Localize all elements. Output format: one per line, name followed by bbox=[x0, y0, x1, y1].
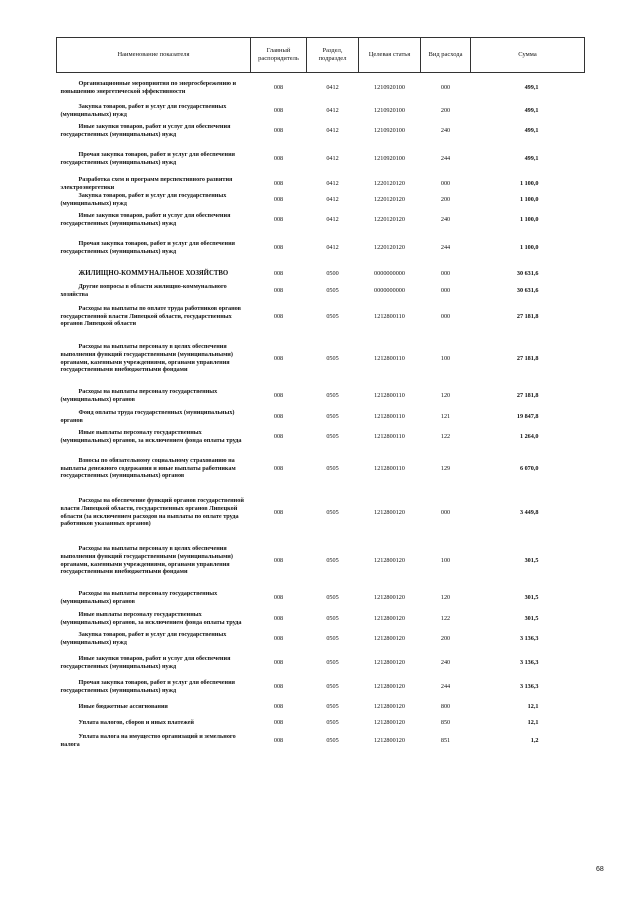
row-expense-type: 129 bbox=[440, 464, 451, 472]
row-expense-type: 000 bbox=[440, 508, 451, 516]
row-section: 0505 bbox=[326, 432, 339, 440]
row-chief-manager: 008 bbox=[273, 556, 284, 564]
row-indicator-name bbox=[57, 425, 251, 449]
row-amount: 27 181,8 bbox=[516, 354, 539, 362]
row-expense-type: 244 bbox=[440, 155, 451, 163]
row-indicator-text: Уплата налогов, сборов и иных платежей bbox=[78, 718, 194, 726]
row-section: 0500 bbox=[326, 269, 339, 277]
row-expense-type: 200 bbox=[440, 195, 451, 203]
row-indicator-name bbox=[57, 283, 251, 299]
row-indicator-name bbox=[57, 611, 251, 627]
row-chief-manager: 008 bbox=[273, 126, 284, 134]
row-indicator-text: Прочая закупка товаров, работ и услуг для обеспечения государственных (муниципальных) нужд bbox=[60, 151, 236, 166]
row-expense-type: 240 bbox=[440, 126, 451, 134]
row-section: 0505 bbox=[326, 634, 339, 642]
table-row bbox=[57, 611, 585, 627]
table-row bbox=[57, 283, 585, 299]
row-indicator-name bbox=[57, 383, 251, 409]
row-amount: 30 631,6 bbox=[516, 286, 539, 294]
row-amount: 1 264,0 bbox=[519, 432, 539, 440]
row-chief-manager: 008 bbox=[273, 391, 284, 399]
row-chief-manager: 008 bbox=[273, 312, 284, 320]
row-target-item: 1212800110 bbox=[374, 354, 405, 362]
table-row bbox=[57, 409, 585, 425]
row-chief-manager: 008 bbox=[273, 508, 284, 516]
row-section: 0505 bbox=[326, 312, 339, 320]
row-chief-manager: 008 bbox=[273, 269, 284, 277]
row-indicator-text: Расходы на выплаты по оплате труда работников органов государственной власти Липецкой области, государственных органов Липецкой области bbox=[60, 305, 241, 328]
row-chief-manager: 008 bbox=[273, 614, 284, 622]
row-target-item: 1212800120 bbox=[374, 556, 405, 564]
budget-table-sheet bbox=[56, 37, 584, 751]
row-indicator-name bbox=[57, 265, 251, 283]
row-amount: 1 100,0 bbox=[519, 244, 539, 252]
row-section: 0505 bbox=[326, 556, 339, 564]
row-indicator-name bbox=[57, 449, 251, 489]
row-expense-type: 000 bbox=[440, 83, 451, 91]
row-amount: 301,5 bbox=[524, 556, 539, 564]
row-amount: 301,5 bbox=[524, 593, 539, 601]
row-expense-type: 851 bbox=[440, 736, 451, 744]
row-amount: 3 136,3 bbox=[519, 682, 539, 690]
row-indicator-text: Взносы по обязательному социальному страхованию на выплаты денежного содержания и иные выплаты работникам государственных (муниципальных) органов bbox=[60, 457, 236, 480]
row-indicator-text: Другие вопросы в области жилищно-коммунального хозяйства bbox=[60, 282, 227, 298]
row-chief-manager: 008 bbox=[273, 354, 284, 362]
table-body bbox=[57, 73, 585, 751]
row-expense-type: 850 bbox=[440, 718, 451, 726]
row-target-item: 1212800120 bbox=[374, 718, 405, 726]
row-amount: 3 449,8 bbox=[519, 508, 539, 516]
row-indicator-text: Расходы на выплаты персоналу государственных (муниципальных) органов bbox=[60, 387, 218, 403]
row-indicator-text: Уплата налога на имущество организаций и земельного налога bbox=[60, 732, 236, 748]
row-indicator-name bbox=[57, 651, 251, 675]
row-target-item: 1212800120 bbox=[374, 614, 405, 622]
row-target-item: 1212800120 bbox=[374, 702, 405, 710]
row-expense-type: 200 bbox=[440, 106, 451, 114]
row-indicator-name bbox=[57, 143, 251, 176]
row-chief-manager: 008 bbox=[273, 702, 284, 710]
row-indicator-name bbox=[57, 537, 251, 585]
row-chief-manager: 008 bbox=[273, 286, 284, 294]
row-section: 0505 bbox=[326, 614, 339, 622]
row-amount: 12,1 bbox=[527, 702, 539, 710]
row-indicator-text: Фонд оплаты труда государственных (муниципальных) органов bbox=[60, 408, 235, 424]
row-indicator-name bbox=[57, 192, 251, 208]
row-section: 0505 bbox=[326, 682, 339, 690]
row-amount: 19 847,8 bbox=[516, 412, 539, 420]
header-section: Раздел, подраздел bbox=[307, 38, 359, 73]
row-target-item: 1210920100 bbox=[374, 155, 405, 163]
header-indicator-name: Наименование показателя bbox=[57, 38, 251, 73]
row-chief-manager: 008 bbox=[273, 682, 284, 690]
row-indicator-name bbox=[57, 489, 251, 537]
row-indicator-text: Иные выплаты персоналу государственных (муниципальных) органов, за исключением фонда оплаты труда bbox=[60, 610, 242, 626]
row-target-item: 1212800120 bbox=[374, 508, 405, 516]
row-section: 0412 bbox=[326, 195, 339, 203]
row-indicator-text: Иные бюджетные ассигнования bbox=[78, 702, 168, 710]
row-section: 0412 bbox=[326, 215, 339, 223]
row-indicator-text: Иные выплаты персоналу государственных (муниципальных) органов, за исключением фонда оплаты труда bbox=[60, 428, 242, 444]
row-target-item: 1210920100 bbox=[374, 106, 405, 114]
row-section: 0505 bbox=[326, 391, 339, 399]
page-number: 68 bbox=[596, 866, 604, 873]
row-target-item: 1210920100 bbox=[374, 126, 405, 134]
row-indicator-text: Прочая закупка товаров, работ и услуг для обеспечения государственных (муниципальных) нужд bbox=[60, 678, 236, 694]
row-amount: 6 070,0 bbox=[519, 464, 539, 472]
row-target-item: 1212800110 bbox=[374, 391, 405, 399]
row-amount: 3 136,3 bbox=[519, 634, 539, 642]
row-section: 0412 bbox=[326, 83, 339, 91]
row-section: 0412 bbox=[326, 244, 339, 252]
row-chief-manager: 008 bbox=[273, 179, 284, 187]
row-target-item: 1212800110 bbox=[374, 464, 405, 472]
row-indicator-text: Организационные мероприятия по энергосбережению и повышению энергетической эффективности bbox=[60, 80, 237, 95]
row-expense-type: 120 bbox=[440, 593, 451, 601]
row-chief-manager: 008 bbox=[273, 432, 284, 440]
row-chief-manager: 008 bbox=[273, 215, 284, 223]
row-indicator-name bbox=[57, 699, 251, 715]
row-section: 0412 bbox=[326, 106, 339, 114]
row-expense-type: 240 bbox=[440, 215, 451, 223]
row-chief-manager: 008 bbox=[273, 195, 284, 203]
row-indicator-name bbox=[57, 409, 251, 425]
row-indicator-text: Иные закупки товаров, работ и услуг для обеспечения государственных (муниципальных) нужд bbox=[60, 211, 231, 227]
row-section: 0505 bbox=[326, 702, 339, 710]
row-indicator-text: Прочая закупка товаров, работ и услуг для обеспечения государственных (муниципальных) нужд bbox=[60, 240, 236, 255]
row-indicator-text: Расходы на выплаты персоналу в целях обеспечения выполнения функций государственными (муниципальными) органами, казенными учреждениями, органами управления государственными внебюджетными фондами bbox=[60, 343, 233, 374]
table-row bbox=[57, 335, 585, 383]
row-expense-type: 122 bbox=[440, 614, 451, 622]
row-amount: 1 100,0 bbox=[519, 215, 539, 223]
table-row bbox=[57, 299, 585, 335]
row-amount: 499,1 bbox=[524, 126, 539, 134]
row-amount: 499,1 bbox=[524, 83, 539, 91]
row-indicator-name bbox=[57, 208, 251, 232]
row-target-item: 1210920100 bbox=[374, 83, 405, 91]
row-chief-manager: 008 bbox=[273, 106, 284, 114]
row-indicator-text: Иные закупки товаров, работ и услуг для обеспечения государственных (муниципальных) нужд bbox=[60, 122, 231, 138]
table-row bbox=[57, 715, 585, 731]
row-target-item: 1212800120 bbox=[374, 634, 405, 642]
row-indicator-name bbox=[57, 232, 251, 265]
row-indicator-text: Закупка товаров, работ и услуг для государственных (муниципальных) нужд bbox=[60, 191, 227, 207]
table-row bbox=[57, 176, 585, 192]
row-target-item: 0000000000 bbox=[374, 286, 405, 294]
row-indicator-text: Иные закупки товаров, работ и услуг для обеспечения государственных (муниципальных) нужд bbox=[60, 654, 231, 670]
row-section: 0505 bbox=[326, 412, 339, 420]
row-amount: 27 181,8 bbox=[516, 312, 539, 320]
row-target-item: 1212800120 bbox=[374, 736, 405, 744]
row-chief-manager: 008 bbox=[273, 244, 284, 252]
table-row bbox=[57, 449, 585, 489]
table-header-row bbox=[57, 38, 585, 73]
row-target-item: 1212800120 bbox=[374, 593, 405, 601]
row-section: 0412 bbox=[326, 155, 339, 163]
table-row bbox=[57, 651, 585, 675]
header-amount: Сумма bbox=[471, 38, 585, 73]
row-section: 0505 bbox=[326, 464, 339, 472]
table-row bbox=[57, 537, 585, 585]
table-row bbox=[57, 103, 585, 119]
row-expense-type: 122 bbox=[440, 432, 451, 440]
header-expense-type: Вид расхода bbox=[421, 38, 471, 73]
row-chief-manager: 008 bbox=[273, 634, 284, 642]
row-target-item: 1220120120 bbox=[374, 244, 405, 252]
row-amount: 1 100,0 bbox=[519, 179, 539, 187]
table-row bbox=[57, 192, 585, 208]
row-expense-type: 000 bbox=[440, 179, 451, 187]
row-target-item: 0000000000 bbox=[374, 269, 405, 277]
row-indicator-name bbox=[57, 73, 251, 103]
row-amount: 12,1 bbox=[527, 718, 539, 726]
row-section: 0412 bbox=[326, 126, 339, 134]
row-section: 0412 bbox=[326, 179, 339, 187]
row-expense-type: 244 bbox=[440, 682, 451, 690]
row-expense-type: 000 bbox=[440, 312, 451, 320]
row-expense-type: 000 bbox=[440, 286, 451, 294]
row-indicator-name bbox=[57, 585, 251, 611]
row-indicator-name bbox=[57, 731, 251, 751]
row-chief-manager: 008 bbox=[273, 412, 284, 420]
row-section: 0505 bbox=[326, 593, 339, 601]
row-indicator-text: ЖИЛИЩНО-КОММУНАЛЬНОЕ ХОЗЯЙСТВО bbox=[78, 269, 229, 277]
row-indicator-name bbox=[57, 715, 251, 731]
row-indicator-text: Разработка схем и программ перспективного развития электроэнергетики bbox=[60, 175, 233, 191]
row-expense-type: 800 bbox=[440, 702, 451, 710]
row-indicator-text: Закупка товаров, работ и услуг для государственных (муниципальных) нужд bbox=[60, 102, 227, 118]
table-row bbox=[57, 265, 585, 283]
row-section: 0505 bbox=[326, 508, 339, 516]
row-amount: 30 631,6 bbox=[516, 269, 539, 277]
row-target-item: 1220120120 bbox=[374, 215, 405, 223]
row-target-item: 1212800120 bbox=[374, 682, 405, 690]
budget-table bbox=[56, 37, 585, 751]
row-indicator-name bbox=[57, 627, 251, 651]
row-amount: 499,1 bbox=[524, 106, 539, 114]
row-indicator-name bbox=[57, 299, 251, 335]
row-section: 0505 bbox=[326, 658, 339, 666]
row-expense-type: 000 bbox=[440, 269, 451, 277]
row-expense-type: 200 bbox=[440, 634, 451, 642]
row-expense-type: 100 bbox=[440, 354, 451, 362]
row-indicator-name bbox=[57, 176, 251, 192]
row-chief-manager: 008 bbox=[273, 736, 284, 744]
row-chief-manager: 008 bbox=[273, 658, 284, 666]
header-target-item: Целевая статья bbox=[359, 38, 421, 73]
row-section: 0505 bbox=[326, 736, 339, 744]
table-row bbox=[57, 143, 585, 176]
table-row bbox=[57, 425, 585, 449]
table-row bbox=[57, 675, 585, 699]
row-chief-manager: 008 bbox=[273, 155, 284, 163]
row-indicator-name bbox=[57, 103, 251, 119]
row-amount: 1 100,0 bbox=[519, 195, 539, 203]
table-row bbox=[57, 627, 585, 651]
row-amount: 3 136,3 bbox=[519, 658, 539, 666]
table-row bbox=[57, 489, 585, 537]
row-target-item: 1212800110 bbox=[374, 412, 405, 420]
row-amount: 1,2 bbox=[530, 736, 539, 744]
row-amount: 27 181,8 bbox=[516, 391, 539, 399]
row-section: 0505 bbox=[326, 286, 339, 294]
row-chief-manager: 008 bbox=[273, 593, 284, 601]
row-target-item: 1220120120 bbox=[374, 179, 405, 187]
row-target-item: 1212800110 bbox=[374, 312, 405, 320]
table-row bbox=[57, 699, 585, 715]
row-amount: 499,1 bbox=[524, 155, 539, 163]
table-row bbox=[57, 383, 585, 409]
table-row bbox=[57, 232, 585, 265]
row-expense-type: 240 bbox=[440, 658, 451, 666]
table-row bbox=[57, 585, 585, 611]
row-target-item: 1220120120 bbox=[374, 195, 405, 203]
row-chief-manager: 008 bbox=[273, 83, 284, 91]
row-indicator-name bbox=[57, 119, 251, 143]
row-expense-type: 120 bbox=[440, 391, 451, 399]
row-indicator-text: Расходы на выплаты персоналу в целях обеспечения выполнения функций государственными (муниципальными) органами, казенными учреждениями, органами управления государственными внебюджетными фондами bbox=[60, 545, 233, 576]
row-chief-manager: 008 bbox=[273, 464, 284, 472]
table-row bbox=[57, 731, 585, 751]
row-indicator-text: Расходы на обеспечение функций органов государственной власти Липецкой области, государственных органов Липецкой области (за исключением расходов на выплаты по оплате труда работников указанных органов) bbox=[60, 497, 244, 528]
row-chief-manager: 008 bbox=[273, 718, 284, 726]
row-target-item: 1212800120 bbox=[374, 658, 405, 666]
row-section: 0505 bbox=[326, 718, 339, 726]
row-indicator-name bbox=[57, 335, 251, 383]
header-chief-manager: Главный распорядитель bbox=[251, 38, 307, 73]
row-expense-type: 244 bbox=[440, 244, 451, 252]
table-row bbox=[57, 119, 585, 143]
row-section: 0505 bbox=[326, 354, 339, 362]
table-row bbox=[57, 73, 585, 103]
row-expense-type: 121 bbox=[440, 412, 451, 420]
row-indicator-text: Расходы на выплаты персоналу государственных (муниципальных) органов bbox=[60, 589, 218, 605]
row-indicator-name bbox=[57, 675, 251, 699]
row-indicator-text: Закупка товаров, работ и услуг для государственных (муниципальных) нужд bbox=[60, 630, 227, 646]
table-row bbox=[57, 208, 585, 232]
row-target-item: 1212800110 bbox=[374, 432, 405, 440]
row-amount: 301,5 bbox=[524, 614, 539, 622]
row-expense-type: 100 bbox=[440, 556, 451, 564]
